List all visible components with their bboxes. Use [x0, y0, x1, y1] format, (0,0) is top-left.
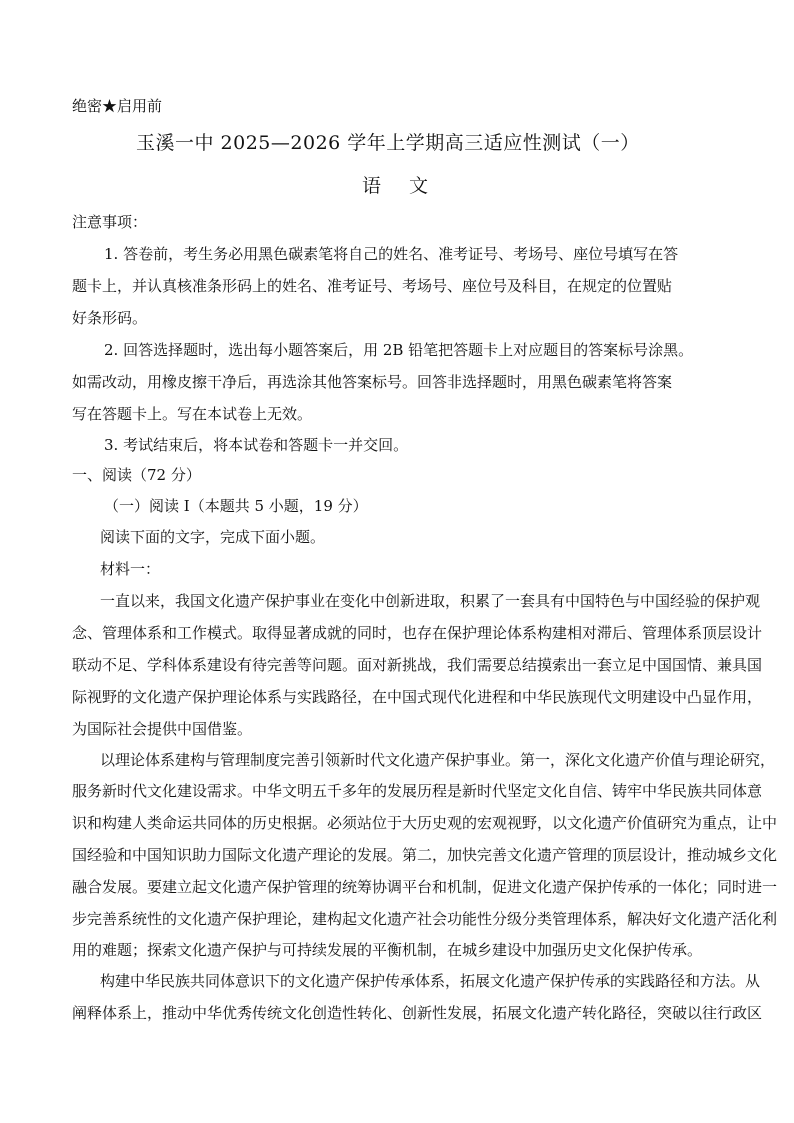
paragraph-line: 以理论体系建构与管理制度完善引领新时代文化遗产保护事业。第一，深化文化遗产价值与理论研究，: [100, 751, 776, 769]
paragraph-line: 际视野的文化遗产保护理论体系与实践路径，在中国式现代化进程和中华民族现代文明建设中凸显作用，: [72, 688, 763, 706]
confidential-label: 绝密★启用前: [72, 97, 163, 115]
paragraph-line: 阐释体系上，推动中华优秀传统文化创造性转化、创新性发展，拓展文化遗产转化路径，突破以往行政区: [72, 1004, 763, 1022]
note-line: 1. 答卷前，考生务必用黑色碳素笔将自己的姓名、准考证号、考场号、座位号填写在答: [104, 245, 679, 263]
paragraph-line: 识和构建人类命运共同体的历史根据。必须站位于大历史观的宏观视野，以文化遗产价值研究为重点，让中: [72, 814, 778, 832]
paragraph-line: 构建中华民族共同体意识下的文化遗产保护传承体系，拓展文化遗产保护传承的实践路径和方法。从: [100, 972, 761, 990]
instruction-text: 阅读下面的文字，完成下面小题。: [100, 528, 326, 546]
paragraph-line: 念、管理体系和工作模式。取得显著成就的同时，也存在保护理论体系构建相对滞后、管理体系顶层设计: [72, 624, 763, 642]
exam-title: 玉溪一中 2025—2026 学年上学期高三适应性测试（一）: [136, 132, 640, 154]
paragraph-line: 服务新时代文化建设需求。中华文明五千多年的发展历程是新时代坚定文化自信、铸牢中华民族共同体意: [72, 782, 763, 800]
section-heading: 一、阅读（72 分）: [72, 466, 201, 484]
paragraph-line: 国经验和中国知识助力国际文化遗产理论的发展。第二，加快完善文化遗产管理的顶层设计，推动城乡文化: [72, 846, 778, 864]
note-line: 好条形码。: [72, 309, 148, 327]
notes-heading: 注意事项：: [72, 213, 148, 231]
material-label: 材料一：: [100, 560, 161, 578]
subject-title: 语文: [362, 175, 457, 197]
paragraph-line: 联动不足、学科体系建设有待完善等问题。面对新挑战，我们需要总结摸索出一套立足中国国情、兼具国: [72, 656, 763, 674]
section-subheading: （一）阅读 I（本题共 5 小题，19 分）: [104, 497, 368, 515]
note-line: 3. 考试结束后，将本试卷和答题卡一并交回。: [104, 436, 409, 454]
paragraph-line: 用的难题；探索文化遗产保护与可持续发展的平衡机制，在城乡建设中加强历史文化保护传承。: [72, 941, 703, 959]
paragraph-line: 融合发展。要建立起文化遗产保护管理的统筹协调平台和机制，促进文化遗产保护传承的一体化；同时进一: [72, 878, 778, 896]
paragraph-line: 步完善系统性的文化遗产保护理论，建构起文化遗产社会功能性分级分类管理体系，解决好文化遗产活化利: [72, 910, 778, 928]
note-line: 写在答题卡上。写在本试卷上无效。: [72, 405, 313, 423]
note-line: 2. 回答选择题时，选出每小题答案后，用 2B 铅笔把答题卡上对应题目的答案标号涂黑。: [104, 341, 694, 359]
paragraph-line: 为国际社会提供中国借鉴。: [72, 720, 253, 738]
paragraph-line: 一直以来，我国文化遗产保护事业在变化中创新进取，积累了一套具有中国特色与中国经验的保护观: [100, 592, 761, 610]
note-line: 题卡上，并认真核准条形码上的姓名、准考证号、考场号、座位号及科目，在规定的位置贴: [72, 277, 673, 295]
note-line: 如需改动，用橡皮擦干净后，再选涂其他答案标号。回答非选择题时，用黑色碳素笔将答案: [72, 373, 673, 391]
